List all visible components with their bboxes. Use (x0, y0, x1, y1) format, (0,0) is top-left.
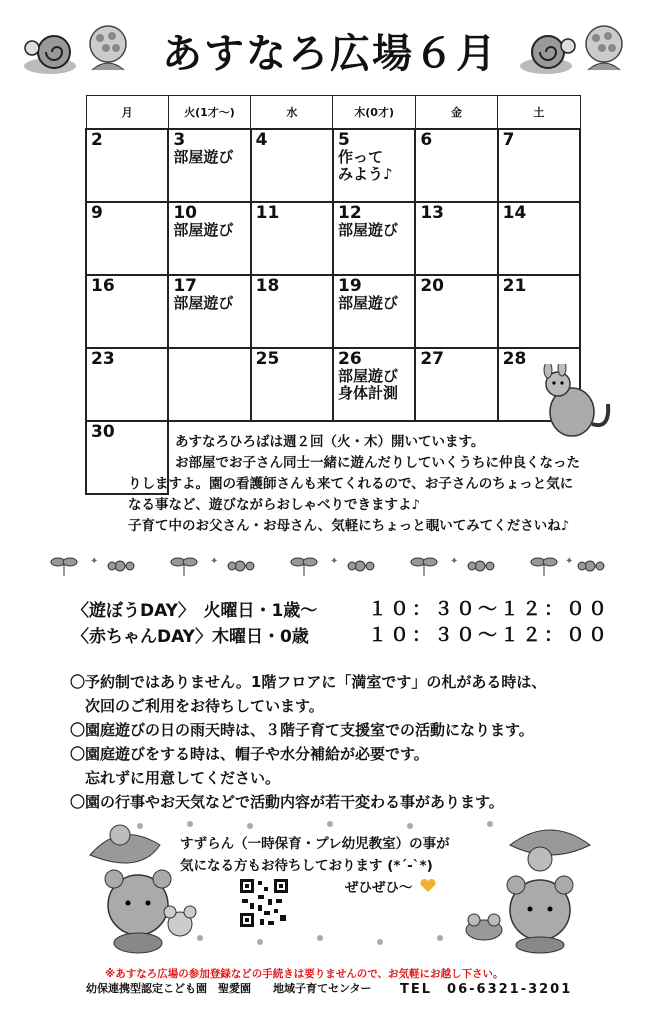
calendar-day-cell (415, 202, 497, 275)
sprout-icon (411, 558, 437, 576)
calendar-day-cell (251, 202, 333, 275)
sprout-icon (171, 558, 197, 576)
page-title: あすなろ広場６月 (162, 31, 498, 77)
calendar-day-cell (333, 275, 415, 348)
day-number: 25 (255, 349, 280, 369)
note-line-2: 次回のご利用をお待ちしています。 (70, 697, 324, 715)
day-event: 部屋遊び 身体計測 (337, 367, 398, 402)
sprout-ant-border (50, 548, 610, 580)
day-number: 11 (255, 203, 280, 223)
day-number: 23 (91, 349, 115, 369)
ant-icon (228, 561, 254, 571)
header-wed: 水 (251, 96, 333, 130)
day-number: 28 (502, 349, 527, 369)
day-number: 7 (502, 130, 515, 150)
day-number: 12 (337, 203, 362, 223)
day-number: 10 (173, 203, 197, 223)
schedule-play-day: 〈遊ぼうDAY〉 火曜日・1歳〜 (72, 601, 318, 621)
calendar-week-row (86, 202, 580, 275)
sprout-icon (291, 558, 317, 576)
ant-icon (578, 561, 604, 571)
calendar-day-cell (415, 129, 497, 202)
calendar-day-cell (86, 202, 168, 275)
calendar-day-cell (168, 202, 250, 275)
day-number: 9 (91, 203, 103, 223)
header-sat: 土 (498, 96, 580, 130)
snail-icon (22, 26, 80, 78)
day-event: 部屋遊び (173, 148, 234, 166)
footer-organization: 幼保連携型認定こども園 聖愛園 地域子育てセンター (86, 982, 372, 995)
intro-line-3: りしますよ。園の看護師さんも来てくれるので、お子さんのちょっと気に (128, 476, 574, 492)
calendar-day-cell (498, 129, 580, 202)
calendar-day-cell (498, 202, 580, 275)
note-line-5: 忘れずに用意してください。 (70, 769, 281, 787)
suzuran-line-2: 気になる方もお待ちしております (*´-`*) (180, 858, 433, 874)
note-line-1: 〇予約制ではありません。1階フロアに「満室です」の札がある時は、 (70, 673, 547, 691)
calendar-week-row (86, 348, 580, 421)
ant-icon (348, 561, 374, 571)
svg-text:✦: ✦ (450, 556, 459, 567)
calendar-day-cell (86, 275, 168, 348)
calendar-day-cell (498, 275, 580, 348)
calendar-day-cell (415, 275, 497, 348)
hydrangea-icon (82, 22, 134, 80)
header-tue: 火(1才〜) (168, 96, 250, 130)
heart-icon (420, 878, 436, 893)
footer-phone: TEL 06-6321-3201 (400, 982, 573, 997)
note-line-3: 〇園庭遊びの日の雨天時は、３階子育て支援室での活動になります。 (70, 721, 534, 739)
calendar-header-row (86, 96, 580, 130)
calendar-day-cell (251, 129, 333, 202)
svg-text:✦: ✦ (565, 556, 574, 567)
day-event: 部屋遊び (173, 294, 234, 312)
day-number: 14 (502, 203, 527, 223)
day-number: 20 (420, 276, 444, 296)
day-number: 3 (173, 130, 186, 150)
schedule-baby-time: １０：３０〜１２：００ (368, 624, 611, 646)
sprout-icon (51, 558, 77, 576)
kangaroo-icon (526, 364, 612, 440)
footer-notice: ※あすなろ広場の参加登録などの手続きは要りませんので、お気軽にお越し下さい。 (105, 968, 504, 980)
suzuran-line-3: ぜひぜひ〜 (345, 880, 413, 896)
calendar-week-row (86, 129, 580, 202)
header-fri: 金 (415, 96, 497, 130)
header-thu: 木(0才) (333, 96, 415, 130)
day-number: 6 (420, 130, 433, 150)
day-event: 部屋遊び (337, 294, 398, 312)
day-number: 21 (502, 276, 527, 296)
schedule-play-time: １０：３０〜１２：００ (368, 598, 611, 620)
svg-text:✦: ✦ (90, 556, 99, 567)
hydrangea-icon (578, 22, 630, 80)
day-number: 27 (420, 349, 444, 369)
calendar-day-cell (415, 348, 497, 421)
calendar-day-cell (168, 348, 250, 421)
intro-line-1: あすなろひろばは週２回（火・木）開いています。 (175, 434, 485, 450)
calendar-day-cell (333, 202, 415, 275)
calendar-day-cell (333, 348, 415, 421)
day-number: 17 (173, 276, 197, 296)
schedule-baby-day: 〈赤ちゃんDAY〉木曜日・0歳 (72, 627, 309, 647)
ant-icon (468, 561, 494, 571)
day-number: 5 (337, 130, 350, 150)
calendar-week-row (86, 275, 580, 348)
calendar-day-cell (251, 348, 333, 421)
day-event: 作って みよう♪ (337, 148, 393, 183)
intro-line-5: 子育て中のお父さん・お母さん、気軽にちょっと覗いてみてくださいね♪ (128, 518, 570, 534)
calendar-day-cell (168, 275, 250, 348)
snail-icon (518, 24, 576, 78)
ant-icon (108, 561, 134, 571)
day-event: 部屋遊び (337, 221, 398, 239)
day-number: 19 (337, 276, 362, 296)
calendar-day-cell (333, 129, 415, 202)
frog-icon (462, 910, 506, 942)
day-event: 部屋遊び (173, 221, 234, 239)
svg-text:✦: ✦ (330, 556, 339, 567)
svg-text:✦: ✦ (210, 556, 219, 567)
intro-line-2: お部屋でお子さん同士一緒に遊んだりしていくうちに仲良くなった (175, 455, 580, 471)
day-number: 13 (420, 203, 444, 223)
header-mon: 月 (86, 96, 168, 130)
intro-line-4: なる事など、遊びながらおしゃべりできますよ♪ (128, 497, 421, 513)
calendar-day-cell (86, 348, 168, 421)
day-number: 26 (337, 349, 362, 369)
day-number: 18 (255, 276, 280, 296)
qr-code (238, 877, 290, 929)
day-number: 4 (255, 130, 268, 150)
calendar-day-cell (168, 129, 250, 202)
suzuran-line-1: すずらん（一時保育・プレ幼児教室）の事が (180, 836, 450, 852)
day-number: 16 (91, 276, 115, 296)
note-line-4: 〇園庭遊びをする時は、帽子や水分補給が必要です。 (70, 745, 429, 763)
calendar-day-cell (251, 275, 333, 348)
calendar-day-cell (86, 129, 168, 202)
note-line-6: 〇園の行事やお天気などで活動内容が若干変わる事があります。 (70, 793, 504, 811)
sprout-icon (531, 558, 557, 576)
day-number: 2 (91, 130, 103, 150)
day-number: 30 (91, 422, 115, 442)
